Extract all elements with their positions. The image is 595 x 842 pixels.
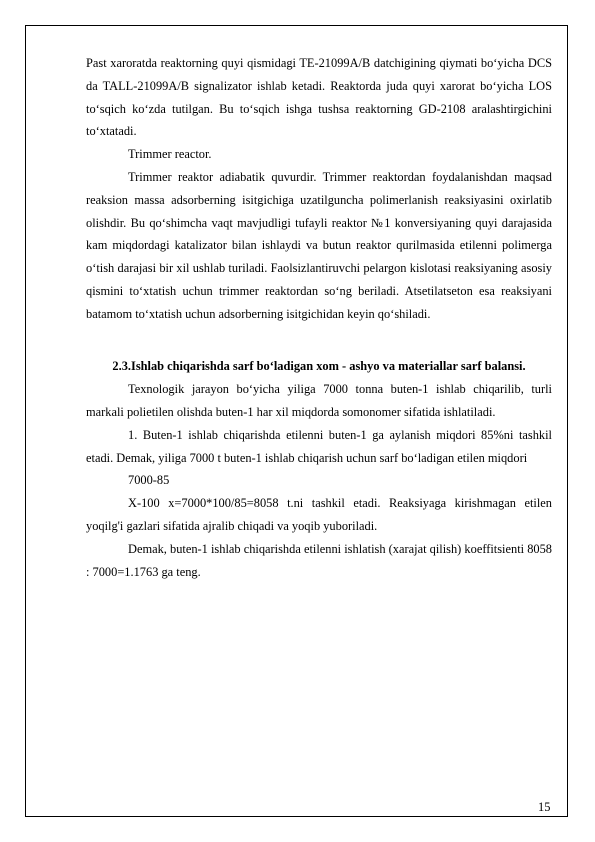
document-body — [86, 52, 552, 583]
calculation-line-2: X-100 x=7000*100/85=8058 t.ni tashkil etadi. Reaksiyaga kirishmagan etilen yoqilg'i gazlari sifatida ajralib chiqadi va yoqib yuboriladi. — [86, 496, 552, 533]
paragraph-trimmer-reactor: Trimmer reaktor adiabatik quvurdir. Trimmer reaktordan foydalanishdan maqsad reaksion massa adsorberning isitgichiga uzatilguncha polimerlanish reaksiyasini oxirlatib olishdir. Bu qo‘shimcha vaqt mavjudligi tufayli reaktor №1 konversiyaning quyi darajasida kam miqdordagi katalizator bilan ishlaydi va butun reaktor qurilmasida etilenni polimerga o‘tish darajasi bir xil ushlab turiladi. Faolsizlantiruvchi pelargon kislotasi reaksiyaning asosiy qismini to‘xtatish uchun trimmer reaktordan so‘ng beriladi. Atsetilatseton esa reaksiyani batamom to‘xtatish uchun adsorberning isitgichidan keyin qo‘shiladi. — [86, 169, 552, 321]
section-heading: 2.3.Ishlab chiqarishda sarf bo‘ladigan xom - ashyo va materiallar sarf balansi. — [112, 359, 526, 374]
calculation-line-1: 7000-85 — [128, 473, 170, 488]
paragraph-coefficient: Demak, buten-1 ishlab chiqarishda etilenni ishlatish (xarajat qilish) koeffitsienti 8058 : 7000=1.1763 ga teng. — [86, 541, 552, 579]
page-number: 15 — [538, 800, 551, 814]
paragraph-conversion-rate: 1. Buten-1 ishlab chiqarishda etilenni buten-1 ga aylanish miqdori 85%ni tashkil etadi. Demak, yiliga 7000 t buten-1 ishlab chiqarish uchun sarf bo‘ladigan etilen miqdori — [86, 427, 552, 465]
paragraph-process-overview: Texnologik jarayon bo‘yicha yiliga 7000 tonna buten-1 ishlab chiqarilib, turli markali polietilen olishda buten-1 har xil miqdorda somonomer sifatida ishlatiladi. — [86, 382, 552, 419]
spacer — [86, 326, 552, 349]
paragraph-reactor-temperature: Past xaroratda reaktorning quyi qismidagi TE-21099A/B datchigining qiymati bo‘yicha DCS da TALL-21099A/B signalizator ishlab ketadi. Reaktorda juda quyi xarorat bo‘yicha LOS to‘sqich ko‘zda tutilgan. Bu to‘sqich ishga tushsa reaktorning GD-2108 aralashtirgichini to‘xtatadi. — [86, 56, 552, 139]
section-label-trimmer-reactor: Trimmer reactor. — [128, 147, 212, 162]
